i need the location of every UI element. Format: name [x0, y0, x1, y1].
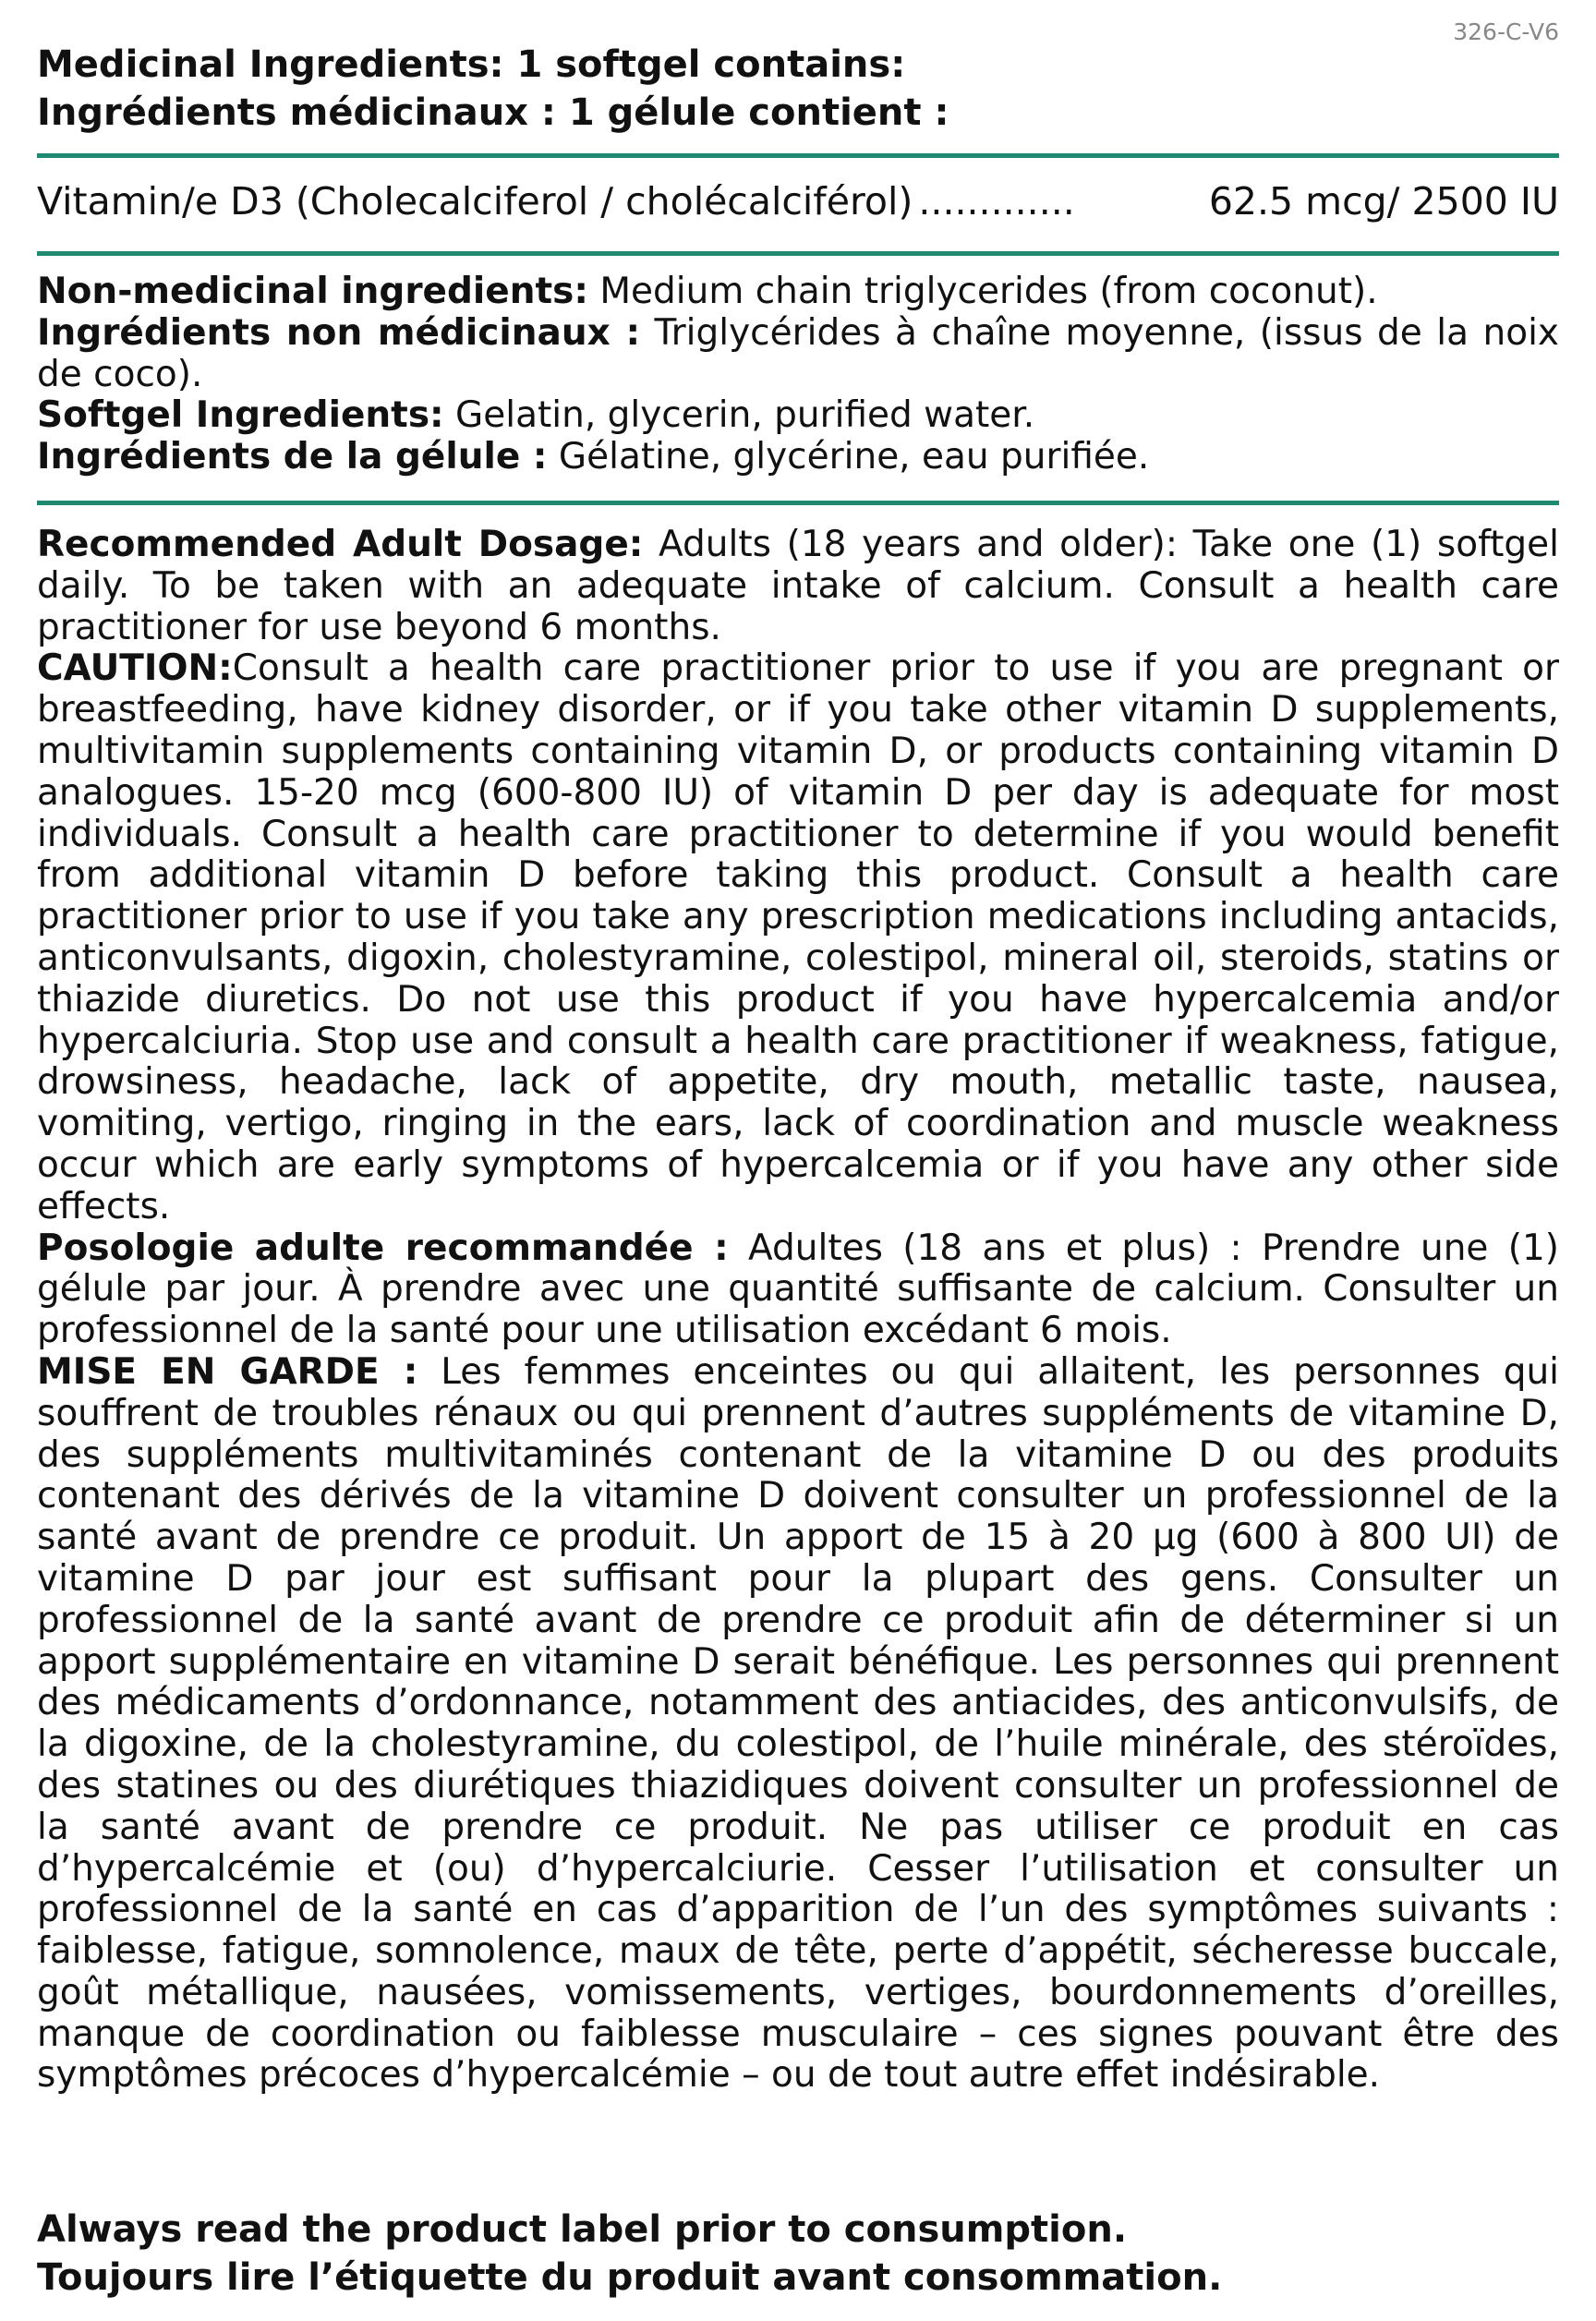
softgel-fr: [37, 437, 1559, 478]
divider-3: [37, 501, 1559, 505]
dosage-fr-label: Posologie adulte recommandée :: [37, 1227, 729, 1269]
non-medicinal-fr-label: Ingrédients non médicinaux :: [37, 311, 641, 354]
dosage-en-label: Recommended Adult Dosage:: [37, 524, 644, 565]
softgel-en-text: Gelatin, glycerin, purified water.: [443, 394, 1035, 437]
footer-en: Always read the product label prior to consumption.: [37, 2208, 1128, 2251]
dosage-en-text: Adults (18 years and older): Take one (1) softgel daily. To be taken with an adequate intake of calcium. Consult a health care practitioner for use beyond 6 months.: [37, 524, 1559, 648]
directions-section: [37, 525, 1559, 2097]
divider-2: [37, 251, 1559, 256]
dosage-en: [37, 525, 1559, 648]
heading-fr: Ingrédients médicinaux : 1 gélule contient :: [37, 91, 949, 134]
caution-en: [37, 648, 1559, 1227]
caution-fr-label: MISE EN GARDE :: [37, 1350, 418, 1393]
dosage-fr: [37, 1228, 1559, 1352]
ingredient-amount: 62.5 mcg/ 2500 IU: [1208, 179, 1559, 224]
non-medicinal-section: [37, 272, 1559, 478]
softgel-en-label: Softgel Ingredients:: [37, 394, 444, 437]
non-medicinal-fr-text: Triglycérides à chaîne moyenne, (issus de la noix de coco).: [37, 311, 1559, 395]
caution-fr-text: Les femmes enceintes ou qui allaitent, les personnes qui souffrent de troubles rénaux ou qui prennent d’autres suppléments de vitamine D, des suppléments multivitaminés contenant de la vitamine D ou des produits contenant des dérivés de la vitamine D doivent consulter un professionnel de la santé avant de prendre ce produit. Un apport de 15 à 20 µg (600 à 800 UI) de vitamine D par jour est suffisant pour la plupart des gens. Consulter un professionnel de la santé avant de prendre ce produit afin de déterminer si un apport supplémentaire en vitamine D serait bénéfique. Les personnes qui prennent des médicaments d’ordonnance, notamment des antiacides, des anticonvulsifs, de la digoxine, de la cholestyramine, du colestipol, de l’huile minérale, des stéroïdes, des statines ou des diurétiques thiazidiques doivent consulter un professionnel de la santé avant de prendre ce produit. Ne pas utiliser ce produit en cas d’hypercalcémie et (ou) d’hypercalciurie. Cesser l’utilisation et consulter un professionnel de la santé en cas d’apparition de l’un des symptômes suivants : faiblesse, fatigue, somnolence, maux de tête, perte d’appétit, sécheresse buccale, goût métallique, nausées, vomissements, vertiges, bourdonnements d’oreilles, manque de coordination ou faiblesse musculaire – ces signes pouvant être des symptômes précoces d’hypercalcémie – ou de tout autre effet indésirable.: [37, 1350, 1560, 2097]
ingredient-name: Vitamin/e D3 (Cholecalciferol / cholécalciférol): [37, 179, 913, 224]
heading-en: Medicinal Ingredients: 1 softgel contains:: [37, 43, 906, 86]
caution-en-text: Consult a health care practitioner prior to use if you are pregnant or breastfeeding, have kidney disorder, or if you take other vitamin D supplements, multivitamin supplements containing vitamin D, or products containing vitamin D analogues. 15-20 mcg (600-800 IU) of vitamin D per day is adequate for most individuals. Consult a health care practitioner to determine if you would benefit from additional vitamin D before taking this product. Consult a health care practitioner prior to use if you take any prescription medications including antacids, anticonvulsants, digoxin, cholestyramine, colestipol, mineral oil, steroids, statins or thiazide diuretics. Do not use this product if you have hypercalcemia and/or hypercalciuria. Stop use and consult a health care practitioner if weakness, fatigue, drowsiness, headache, lack of appetite, dry mouth, metallic taste, nausea, vomiting, vertigo, ringing in the ears, lack of coordination and muscle weakness occur which are early symptoms of hypercalcemia or if you have any other side effects.: [37, 647, 1559, 1227]
dosage-fr-text: Adultes (18 ans et plus) : Prendre une (1) gélule par jour. À prendre avec une quantité suffisante de calcium. Consulter un professionnel de la santé pour une utilisation excédant 6 mois.: [37, 1227, 1559, 1352]
non-medicinal-en-label: Non-medicinal ingredients:: [37, 271, 588, 312]
non-medicinal-en-text: Medium chain triglycerides (from coconut).: [587, 271, 1378, 312]
footer-fr: Toujours lire l’étiquette du produit avant consommation.: [37, 2256, 1223, 2299]
label-code: 326-C-V6: [1453, 18, 1559, 45]
non-medicinal-en: [37, 272, 1559, 313]
softgel-fr-text: Gélatine, glycérine, eau purifiée.: [547, 436, 1150, 478]
non-medicinal-fr: [37, 313, 1559, 396]
divider-1: [37, 153, 1559, 158]
footer-notice: [37, 2206, 1559, 2302]
medicinal-heading: [37, 41, 1559, 137]
softgel-fr-label: Ingrédients de la gélule :: [37, 436, 548, 478]
caution-en-label: CAUTION:: [37, 647, 233, 690]
caution-fr: [37, 1352, 1559, 2097]
softgel-en: [37, 395, 1559, 437]
leader-dots: .............: [918, 179, 1075, 224]
medicinal-ingredient-row: [37, 175, 1559, 227]
